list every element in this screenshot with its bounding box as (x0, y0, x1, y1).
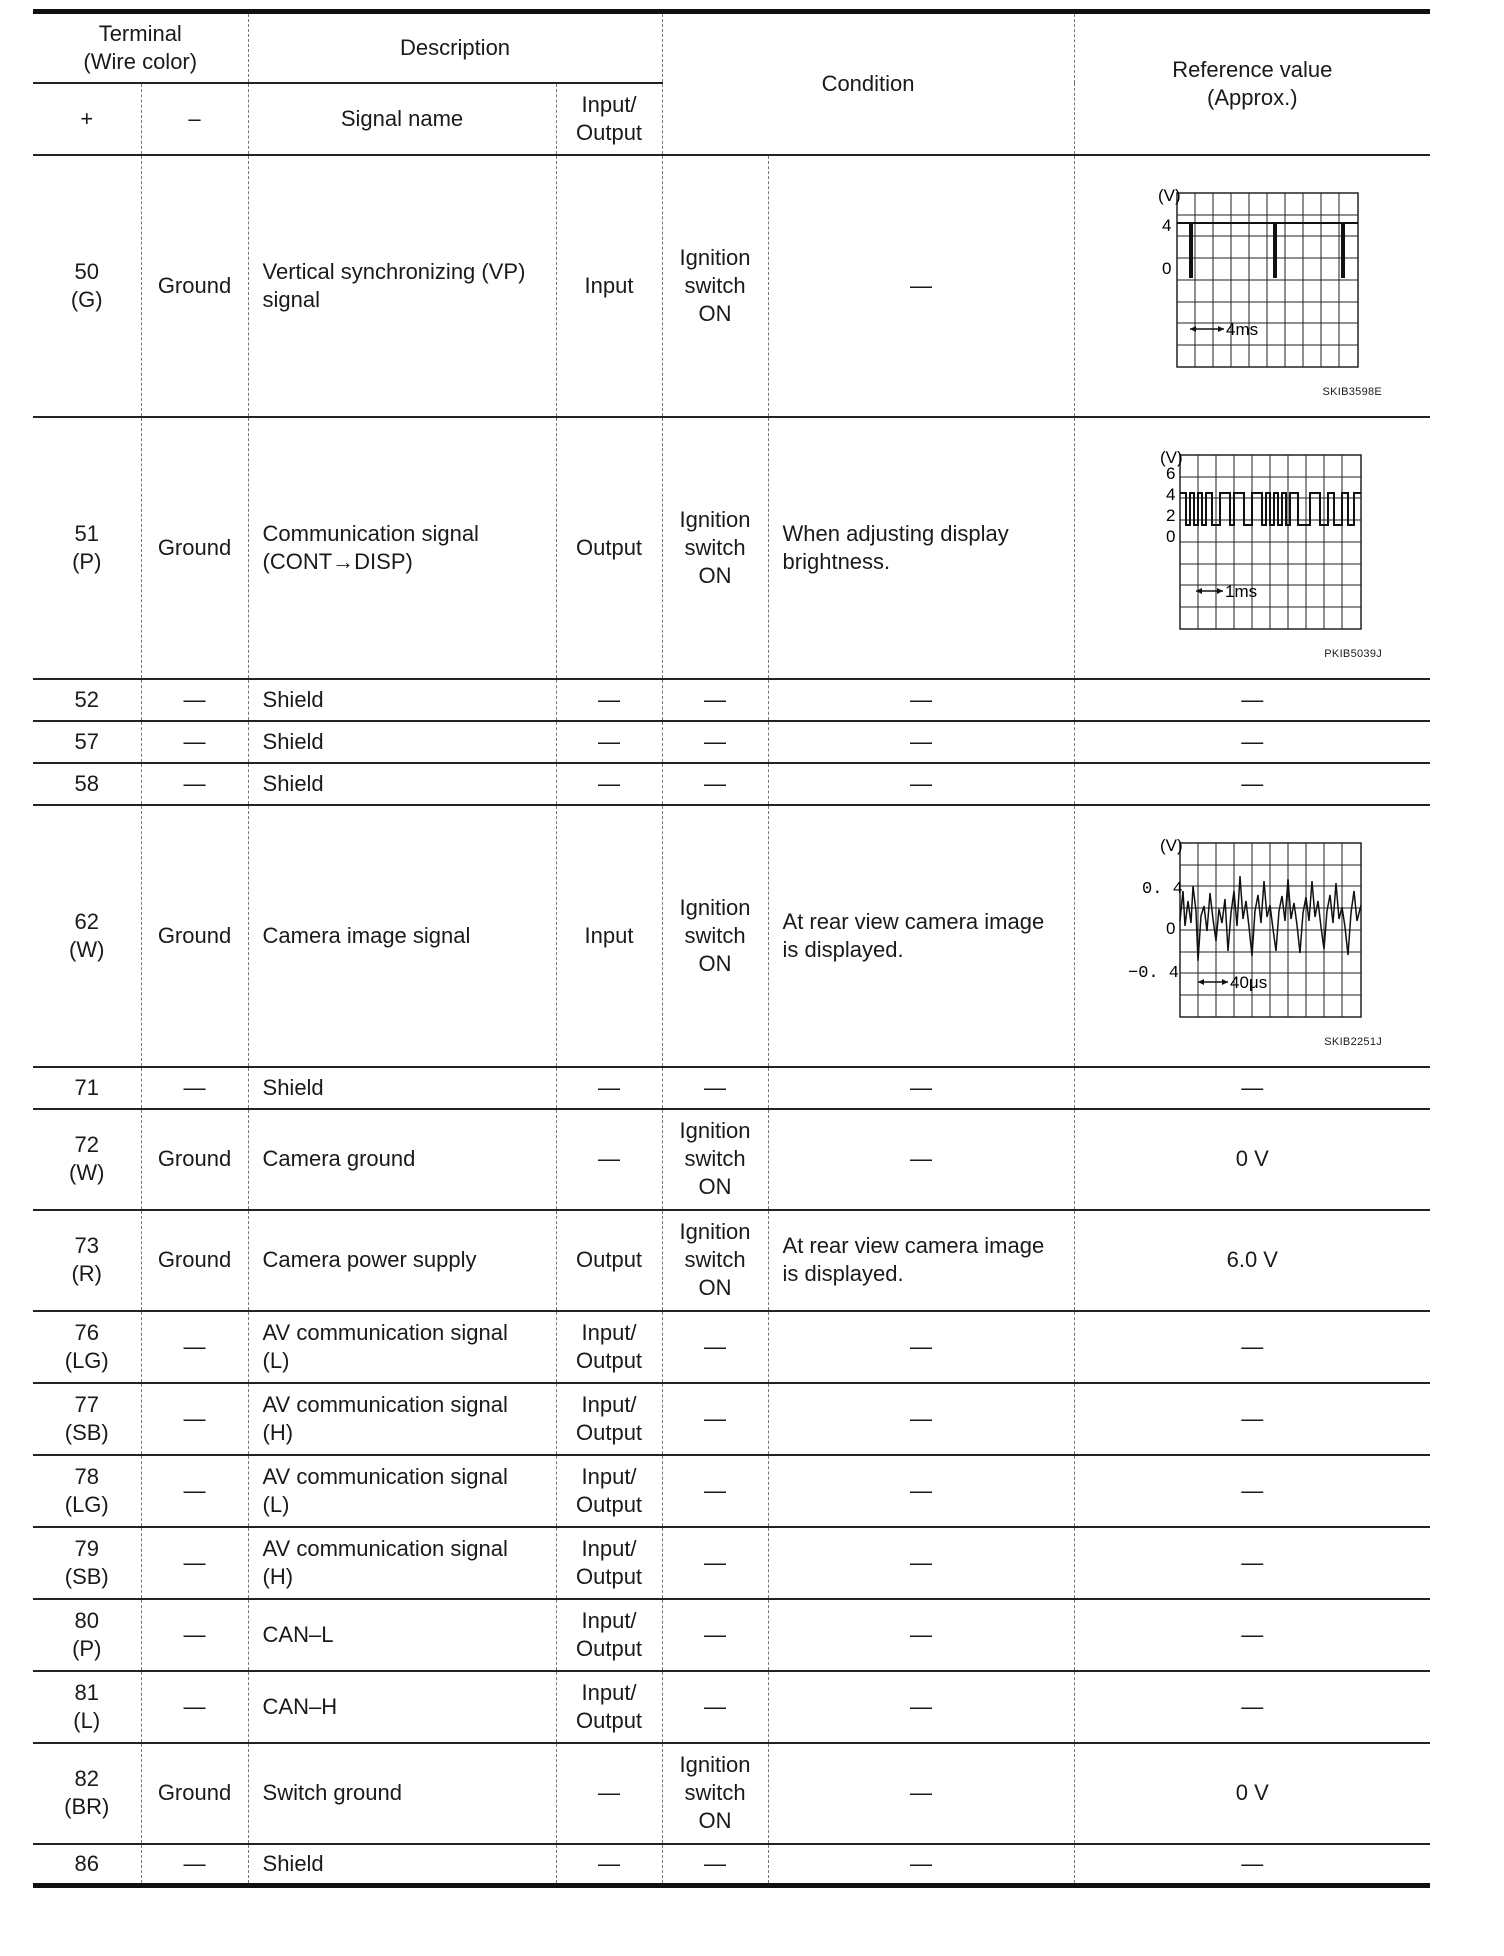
condition-switch: — (662, 1067, 768, 1109)
condition-detail: — (768, 1527, 1074, 1599)
condition-switch: — (662, 679, 768, 721)
condition-detail: — (768, 721, 1074, 763)
condition-detail: — (768, 1844, 1074, 1886)
figure-code: SKIB2251J (1324, 1035, 1383, 1048)
input-output: — (556, 721, 662, 763)
input-output: — (556, 1067, 662, 1109)
table-row (33, 1210, 1430, 1311)
reference-value: — (1074, 1383, 1430, 1455)
terminal-plus: 81 (L) (33, 1671, 141, 1743)
condition-switch: Ignition switch ON (662, 1109, 768, 1210)
condition-detail: — (768, 1311, 1074, 1383)
condition-switch: Ignition switch ON (662, 155, 768, 417)
input-output: — (556, 1844, 662, 1886)
condition-detail: — (768, 1455, 1074, 1527)
terminal-minus: Ground (141, 155, 248, 417)
table-row (33, 155, 1430, 417)
terminal-plus: 77 (SB) (33, 1383, 141, 1455)
condition-switch: — (662, 1844, 768, 1886)
signal-name: AV communication signal (H) (248, 1383, 556, 1455)
table-row (33, 1844, 1430, 1886)
terminal-plus: 52 (33, 679, 141, 721)
terminal-minus: — (141, 1599, 248, 1671)
terminal-plus: 72 (W) (33, 1109, 141, 1210)
signal-name: Shield (248, 1844, 556, 1886)
input-output: Input/ Output (556, 1455, 662, 1527)
condition-switch: — (662, 1455, 768, 1527)
terminal-table (33, 9, 1430, 1888)
input-output: Input (556, 155, 662, 417)
reference-value: — (1074, 721, 1430, 763)
table-row (33, 1311, 1430, 1383)
scope-time-label: 40μs (1230, 972, 1268, 992)
table-row (33, 1671, 1430, 1743)
signal-name: Camera ground (248, 1109, 556, 1210)
reference-value: 0 V (1074, 1743, 1430, 1844)
table-row (33, 417, 1430, 679)
condition-switch: — (662, 1383, 768, 1455)
reference-value: — (1074, 1067, 1430, 1109)
input-output: Output (556, 1210, 662, 1311)
signal-name: AV communication signal (L) (248, 1455, 556, 1527)
table-row (33, 1743, 1430, 1844)
condition-switch: Ignition switch ON (662, 1210, 768, 1311)
reference-value: 6.0 V (1074, 1210, 1430, 1311)
reference-value: 0 V (1074, 1109, 1430, 1210)
signal-name-header: Signal name (248, 83, 556, 155)
reference-value: — (1074, 1844, 1430, 1886)
terminal-plus: 79 (SB) (33, 1527, 141, 1599)
input-output: Output (556, 417, 662, 679)
terminal-minus: Ground (141, 1109, 248, 1210)
terminal-plus: 62 (W) (33, 805, 141, 1067)
reference-waveform (1074, 805, 1430, 1067)
reference-value: — (1074, 1599, 1430, 1671)
reference-waveform (1074, 155, 1430, 417)
input-output-header: Input/ Output (556, 83, 662, 155)
table-row (33, 1383, 1430, 1455)
signal-name: AV communication signal (L) (248, 1311, 556, 1383)
terminal-minus: — (141, 679, 248, 721)
condition-detail: When adjusting display brightness. (768, 417, 1074, 679)
input-output: — (556, 1743, 662, 1844)
scope-y-tick: 0 (1162, 258, 1172, 278)
scope-y-tick: 6 (1166, 463, 1176, 483)
condition-header: Condition (662, 12, 1074, 155)
signal-name: Vertical synchronizing (VP) signal (248, 155, 556, 417)
input-output: Input (556, 805, 662, 1067)
condition-detail: At rear view camera image is displayed. (768, 1210, 1074, 1311)
terminal-minus: Ground (141, 417, 248, 679)
condition-switch: Ignition switch ON (662, 417, 768, 679)
reference-value: — (1074, 1527, 1430, 1599)
reference-value: — (1074, 763, 1430, 805)
signal-name: Shield (248, 679, 556, 721)
input-output: — (556, 1109, 662, 1210)
table-row (33, 1067, 1430, 1109)
scope-y-tick: −0. 4 (1128, 963, 1180, 983)
terminal-plus: 50 (G) (33, 155, 141, 417)
condition-detail: — (768, 1671, 1074, 1743)
input-output: — (556, 679, 662, 721)
input-output: Input/ Output (556, 1527, 662, 1599)
terminal-plus: 78 (LG) (33, 1455, 141, 1527)
condition-detail: — (768, 1599, 1074, 1671)
figure-code: PKIB5039J (1324, 647, 1383, 660)
figure-code: SKIB3598E (1322, 385, 1383, 398)
terminal-minus: Ground (141, 805, 248, 1067)
scope-y-tick: 0 (1166, 526, 1176, 546)
terminal-plus: 76 (LG) (33, 1311, 141, 1383)
scope-y-tick: 2 (1166, 505, 1176, 525)
condition-switch: — (662, 721, 768, 763)
terminal-minus: — (141, 1311, 248, 1383)
input-output: Input/ Output (556, 1311, 662, 1383)
minus-header: – (141, 83, 248, 155)
table-row (33, 1527, 1430, 1599)
condition-switch: Ignition switch ON (662, 1743, 768, 1844)
condition-switch: Ignition switch ON (662, 805, 768, 1067)
table-row (33, 679, 1430, 721)
condition-switch: — (662, 763, 768, 805)
description-header: Description (248, 12, 662, 83)
signal-name: AV communication signal (H) (248, 1527, 556, 1599)
terminal-plus: 51 (P) (33, 417, 141, 679)
reference-value: — (1074, 1311, 1430, 1383)
terminal-minus: — (141, 1067, 248, 1109)
signal-name: Communication signal (CONT→DISP) (248, 417, 556, 679)
signal-name: Camera power supply (248, 1210, 556, 1311)
scope-y-tick: 4 (1162, 215, 1172, 235)
table-row (33, 1109, 1430, 1210)
scope-time-label: 4ms (1226, 319, 1259, 339)
condition-switch: — (662, 1311, 768, 1383)
table-row (33, 805, 1430, 1067)
terminal-minus: — (141, 1844, 248, 1886)
oscilloscope-waveform-camera (1122, 831, 1382, 1041)
terminal-plus: 71 (33, 1067, 141, 1109)
condition-detail: — (768, 1743, 1074, 1844)
terminal-minus: — (141, 1455, 248, 1527)
input-output: Input/ Output (556, 1671, 662, 1743)
scope-y-label: (V) (1158, 185, 1181, 205)
scope-y-label: (V) (1160, 447, 1183, 467)
scope-y-tick: 4 (1166, 484, 1176, 504)
terminal-header: Terminal (Wire color) (33, 12, 248, 83)
table-row (33, 1599, 1430, 1671)
terminal-plus: 80 (P) (33, 1599, 141, 1671)
reference-value: — (1074, 1671, 1430, 1743)
terminal-minus: Ground (141, 1743, 248, 1844)
scope-y-label: (V) (1160, 835, 1183, 855)
signal-name: Shield (248, 763, 556, 805)
signal-name: Shield (248, 1067, 556, 1109)
oscilloscope-waveform-vp (1122, 181, 1382, 391)
condition-switch: — (662, 1527, 768, 1599)
terminal-plus: 57 (33, 721, 141, 763)
signal-name: Camera image signal (248, 805, 556, 1067)
input-output: — (556, 763, 662, 805)
table-row (33, 721, 1430, 763)
condition-detail: At rear view camera image is displayed. (768, 805, 1074, 1067)
reference-waveform (1074, 417, 1430, 679)
terminal-minus: — (141, 763, 248, 805)
condition-detail: — (768, 1109, 1074, 1210)
terminal-plus: 82 (BR) (33, 1743, 141, 1844)
terminal-minus: — (141, 721, 248, 763)
signal-name: CAN–H (248, 1671, 556, 1743)
terminal-plus: 58 (33, 763, 141, 805)
terminal-table-container (33, 9, 1430, 1888)
reference-value: — (1074, 1455, 1430, 1527)
condition-detail: — (768, 155, 1074, 417)
signal-name: Switch ground (248, 1743, 556, 1844)
scope-y-tick: 0. 4 (1142, 879, 1184, 899)
condition-switch: — (662, 1671, 768, 1743)
terminal-plus: 73 (R) (33, 1210, 141, 1311)
condition-detail: — (768, 1383, 1074, 1455)
condition-detail: — (768, 763, 1074, 805)
condition-detail: — (768, 679, 1074, 721)
input-output: Input/ Output (556, 1383, 662, 1455)
table-row (33, 763, 1430, 805)
input-output: Input/ Output (556, 1599, 662, 1671)
signal-name: Shield (248, 721, 556, 763)
scope-y-tick: 0 (1166, 918, 1176, 938)
scope-time-label: 1ms (1225, 581, 1258, 601)
condition-switch: — (662, 1599, 768, 1671)
oscilloscope-waveform-comm (1122, 443, 1382, 653)
reference-value: — (1074, 679, 1430, 721)
reference-value-header: Reference value (Approx.) (1074, 12, 1430, 155)
terminal-minus: — (141, 1671, 248, 1743)
terminal-minus: — (141, 1383, 248, 1455)
condition-detail: — (768, 1067, 1074, 1109)
signal-name: CAN–L (248, 1599, 556, 1671)
terminal-plus: 86 (33, 1844, 141, 1886)
terminal-minus: — (141, 1527, 248, 1599)
terminal-minus: Ground (141, 1210, 248, 1311)
plus-header: + (33, 83, 141, 155)
table-row (33, 1455, 1430, 1527)
